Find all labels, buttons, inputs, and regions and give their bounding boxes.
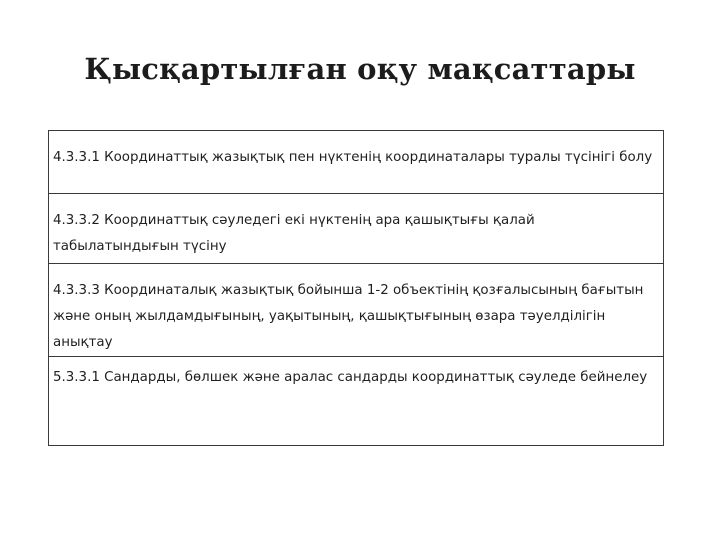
objective-cell bbox=[49, 131, 664, 194]
objectives-table bbox=[48, 130, 664, 446]
objective-cell bbox=[49, 194, 664, 264]
objective-text: 4.3.3.1 Координаттық жазықтық пен нүктенің координаталары туралы түсінігі болу bbox=[53, 150, 653, 165]
objective-cell bbox=[49, 357, 664, 446]
objective-cell bbox=[49, 264, 664, 357]
table-row bbox=[49, 131, 664, 194]
objective-text: 5.3.3.1 Сандарды, бөлшек және аралас сандарды координаттық сәуледе бейнелеу bbox=[53, 370, 648, 385]
slide-title: Қысқартылған оқу мақсаттары bbox=[84, 52, 636, 86]
objectives-table-body bbox=[49, 131, 664, 446]
objective-text: 4.3.3.2 Координаттық сәуледегі екі нүктенің ара қашықтығы қалай табылатындығын түсіну bbox=[53, 213, 539, 254]
objective-text: 4.3.3.3 Координаталық жазықтық бойынша 1-2 объектінің қозғалысының бағытын және оның жылдамдығының, уақытының, қашықтығының өзара тәуелділігін анықтау bbox=[53, 283, 648, 350]
table-row bbox=[49, 264, 664, 357]
table-row bbox=[49, 194, 664, 264]
table-row bbox=[49, 357, 664, 446]
